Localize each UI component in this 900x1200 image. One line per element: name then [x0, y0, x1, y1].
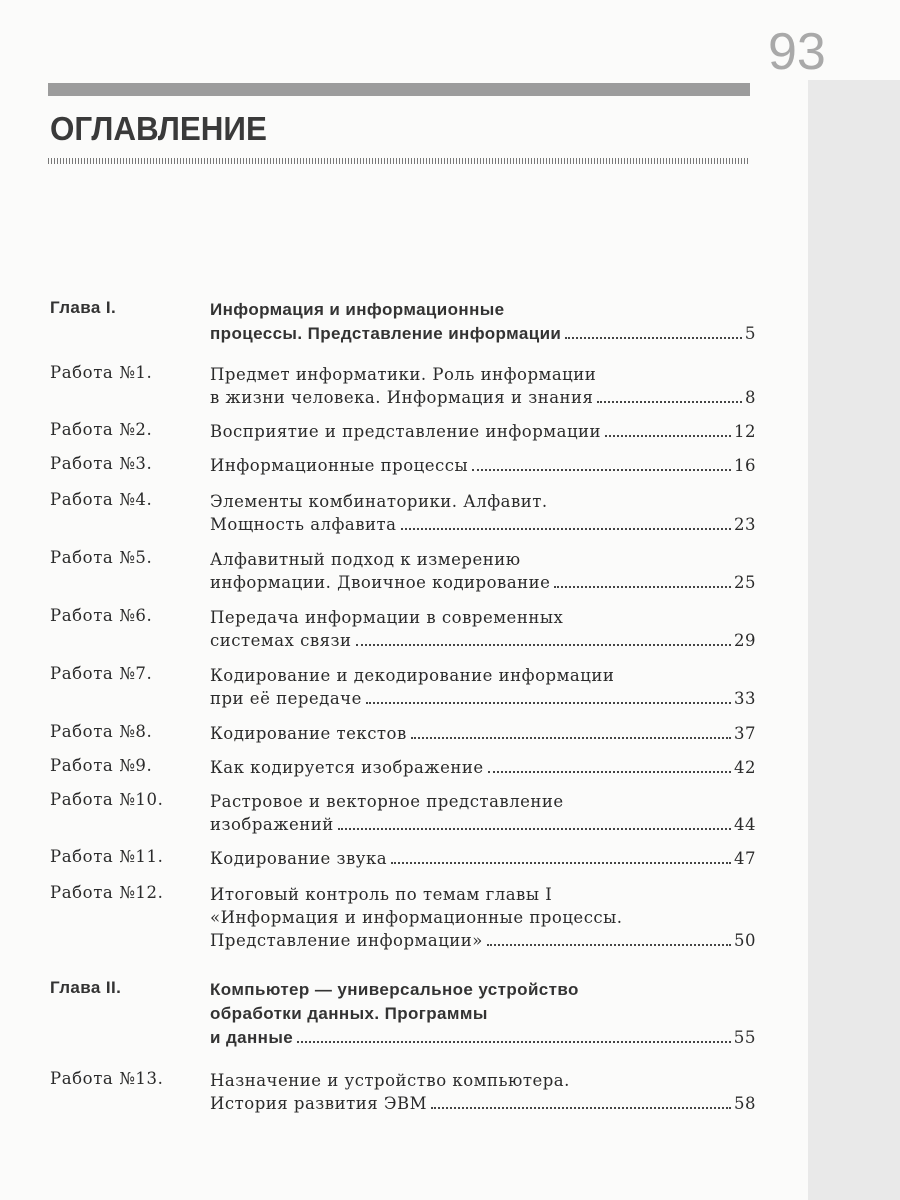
dot-leader	[356, 644, 731, 646]
toc-entry	[50, 606, 756, 652]
dot-leader	[597, 401, 742, 403]
entry-title-line: обработки данных. Программы	[210, 1004, 488, 1023]
entry-title-line: Компьютер — универсальное устройство	[210, 980, 579, 999]
dot-leader	[565, 337, 742, 339]
header-bar	[48, 83, 750, 96]
entry-label: Работа №6.	[50, 606, 153, 625]
entry-page-number: 12	[734, 422, 756, 441]
entry-page-number: 8	[745, 388, 756, 407]
dot-leader	[488, 771, 731, 773]
dot-leader	[605, 435, 731, 437]
entry-title-line: Мощность алфавита	[210, 515, 397, 534]
dot-leader	[431, 1107, 731, 1109]
entry-title-line: изображений	[210, 815, 334, 834]
entry-title-line: и данные	[210, 1028, 294, 1047]
entry-title-line: Итоговый контроль по темам главы I	[210, 885, 553, 904]
toc-entry	[50, 490, 756, 536]
entry-title-line: Назначение и устройство компьютера.	[210, 1071, 570, 1090]
entry-title-line: Растровое и векторное представление	[210, 792, 564, 811]
page-edge-strip	[808, 80, 900, 1200]
toc-entry	[50, 722, 756, 745]
toc-entry	[50, 1069, 756, 1115]
entry-title-line: системах связи	[210, 631, 352, 650]
dot-leader	[391, 862, 731, 864]
entry-page-number: 5	[744, 324, 756, 344]
entry-page-number: 23	[734, 515, 756, 534]
entry-title-line: Кодирование текстов	[210, 724, 407, 743]
entry-page-number: 50	[734, 931, 756, 950]
dot-leader	[338, 828, 731, 830]
entry-title-line: Информационные процессы	[210, 456, 469, 475]
entry-title-line: Представление информации»	[210, 931, 483, 950]
toc-entry	[50, 790, 756, 836]
entry-label: Работа №3.	[50, 454, 153, 473]
entry-title-line: в жизни человека. Информация и знания	[210, 388, 594, 407]
entry-title-line: Передача информации в современных	[210, 608, 564, 627]
toc-entry	[50, 454, 756, 477]
dot-leader	[472, 469, 731, 471]
toc-entry	[50, 756, 756, 779]
page-number: 93	[768, 23, 826, 81]
dot-leader	[366, 702, 731, 704]
entry-title-line: История развития ЭВМ	[210, 1094, 428, 1113]
entry-label: Работа №5.	[50, 548, 153, 567]
entry-page-number: 33	[734, 689, 756, 708]
entry-title-line: «Информация и информационные процессы.	[210, 908, 623, 927]
entry-title-line: Восприятие и представление информации	[210, 422, 602, 441]
entry-label: Работа №11.	[50, 847, 164, 866]
entry-label: Глава I.	[50, 298, 117, 317]
entry-page-number: 42	[734, 758, 756, 777]
page-title: ОГЛАВЛЕНИЕ	[50, 110, 267, 147]
entry-title-line: Элементы комбинаторики. Алфавит.	[210, 492, 548, 511]
dot-leader	[554, 586, 731, 588]
entry-page-number: 44	[734, 815, 756, 834]
entry-page-number: 25	[734, 573, 756, 592]
dot-leader	[411, 737, 731, 739]
entry-title-line: Предмет информатики. Роль информации	[210, 365, 597, 384]
entry-label: Работа №1.	[50, 363, 153, 382]
entry-page-number: 16	[734, 456, 756, 475]
entry-label: Работа №4.	[50, 490, 153, 509]
toc-entry	[50, 548, 756, 594]
entry-title-line: Кодирование звука	[210, 849, 388, 868]
entry-label: Работа №2.	[50, 420, 153, 439]
entry-title-line: Алфавитный подход к измерению	[210, 550, 521, 569]
entry-title-line: Информация и информационные	[210, 300, 505, 319]
dot-leader	[297, 1041, 730, 1043]
entry-label: Работа №7.	[50, 664, 153, 683]
entry-page-number: 55	[733, 1028, 756, 1048]
entry-page-number: 47	[734, 849, 756, 868]
entry-page-number: 58	[734, 1094, 756, 1113]
toc-chapter-entry	[50, 298, 756, 346]
entry-title-line: процессы. Представление информации	[210, 324, 562, 343]
entry-title-line: Как кодируется изображение	[210, 758, 484, 777]
entry-label: Работа №12.	[50, 883, 164, 902]
entry-label: Работа №13.	[50, 1069, 164, 1088]
dot-leader	[487, 944, 731, 946]
toc-entry	[50, 883, 756, 952]
entry-title-line: при её передаче	[210, 689, 362, 708]
toc-entry	[50, 847, 756, 870]
toc-entry	[50, 363, 756, 409]
entry-title-line: информации. Двоичное кодирование	[210, 573, 551, 592]
entry-label: Работа №10.	[50, 790, 164, 809]
entry-page-number: 29	[734, 631, 756, 650]
entry-title-line: Кодирование и декодирование информации	[210, 666, 615, 685]
entry-page-number: 37	[734, 724, 756, 743]
toc-chapter-entry	[50, 978, 756, 1050]
toc-entry	[50, 420, 756, 443]
entry-label: Глава II.	[50, 978, 122, 997]
entry-label: Работа №8.	[50, 722, 153, 741]
title-rule	[48, 158, 750, 164]
entry-label: Работа №9.	[50, 756, 153, 775]
dot-leader	[401, 528, 731, 530]
toc-entry	[50, 664, 756, 710]
